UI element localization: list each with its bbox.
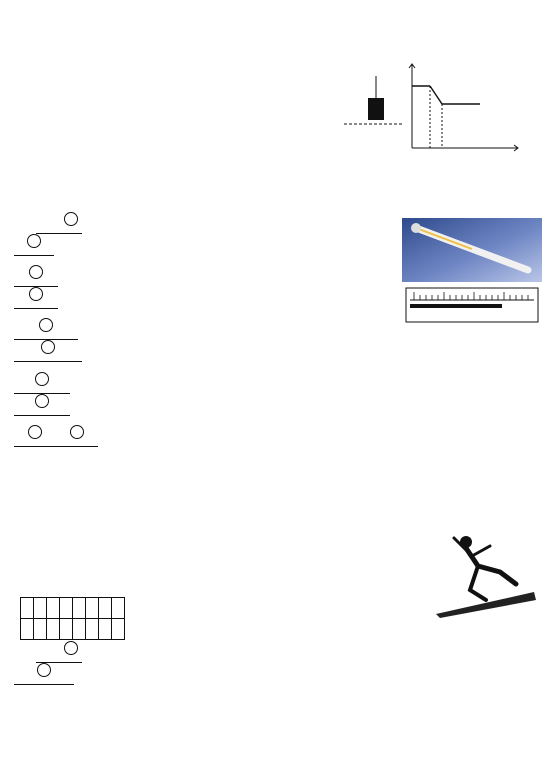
score-table	[20, 597, 125, 640]
q6	[14, 212, 399, 256]
q7	[14, 265, 399, 309]
q8	[14, 318, 538, 362]
crane-figure-jia	[338, 62, 408, 177]
stone-block	[368, 98, 384, 120]
blank-circle	[64, 212, 78, 226]
long-jumper-image	[430, 530, 540, 620]
force-time-graph-yi	[400, 56, 530, 181]
q11-parts	[14, 641, 538, 685]
table-row	[21, 598, 125, 619]
q9	[14, 372, 538, 416]
q10	[14, 425, 538, 447]
table-row	[21, 619, 125, 640]
thermometer-image	[402, 218, 542, 328]
